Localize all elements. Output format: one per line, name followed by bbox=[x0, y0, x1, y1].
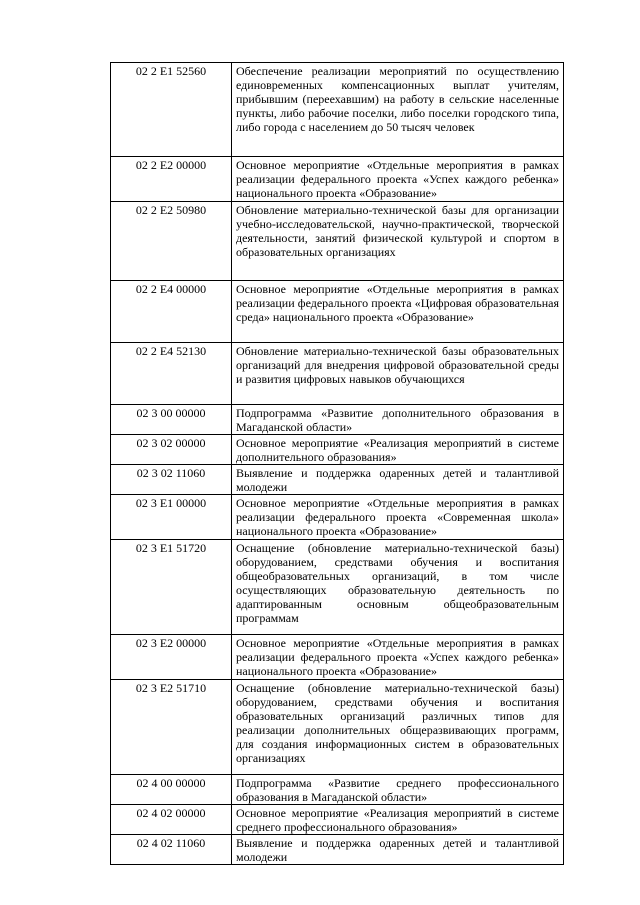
row-description: Основное мероприятие «Реализация мероприятий в системе среднего профессионального образования» bbox=[232, 805, 564, 835]
row-description: Основное мероприятие «Отдельные мероприятия в рамках реализации федерального проекта «Успех каждого ребенка» национального проекта «Образование» bbox=[232, 157, 564, 202]
table-row bbox=[111, 281, 564, 343]
row-description: Подпрограмма «Развитие среднего профессионального образования в Магаданской области» bbox=[232, 775, 564, 805]
row-code: 02 3 E2 51710 bbox=[111, 680, 232, 775]
table-row bbox=[111, 405, 564, 435]
table-row bbox=[111, 495, 564, 540]
row-description: Выявление и поддержка одаренных детей и талантливой молодежи bbox=[232, 835, 564, 865]
row-code: 02 4 02 00000 bbox=[111, 805, 232, 835]
table-row bbox=[111, 835, 564, 865]
row-description: Обновление материально-технической базы для организации учебно-исследовательской, научно-практической, творческой деятельности, занятий физической культурой и спортом в образовательных организациях bbox=[232, 202, 564, 281]
row-code: 02 3 E2 00000 bbox=[111, 635, 232, 680]
row-code: 02 3 E1 51720 bbox=[111, 540, 232, 635]
row-description: Основное мероприятие «Отдельные мероприятия в рамках реализации федерального проекта «Успех каждого ребенка» национального проекта «Образование» bbox=[232, 635, 564, 680]
table-row bbox=[111, 805, 564, 835]
row-description: Подпрограмма «Развитие дополнительного образования в Магаданской области» bbox=[232, 405, 564, 435]
row-description: Основное мероприятие «Реализация мероприятий в системе дополнительного образования» bbox=[232, 435, 564, 465]
table-row bbox=[111, 202, 564, 281]
row-code: 02 2 E4 00000 bbox=[111, 281, 232, 343]
table-row bbox=[111, 635, 564, 680]
table-row bbox=[111, 343, 564, 405]
row-code: 02 4 02 11060 bbox=[111, 835, 232, 865]
row-description: Выявление и поддержка одаренных детей и талантливой молодежи bbox=[232, 465, 564, 495]
table-row bbox=[111, 680, 564, 775]
table-row bbox=[111, 540, 564, 635]
row-code: 02 2 E2 50980 bbox=[111, 202, 232, 281]
table-row bbox=[111, 775, 564, 805]
budget-code-table bbox=[110, 62, 564, 865]
row-description: Оснащение (обновление материально-технической базы) оборудованием, средствами обучения и воспитания общеобразовательных организаций, в том числе осуществляющих образовательную деятельность по адаптированным основным общеобразовательным программам bbox=[232, 540, 564, 635]
row-description: Основное мероприятие «Отдельные мероприятия в рамках реализации федерального проекта «Современная школа» национального проекта «Образование» bbox=[232, 495, 564, 540]
row-code: 02 3 E1 00000 bbox=[111, 495, 232, 540]
row-description: Основное мероприятие «Отдельные мероприятия в рамках реализации федерального проекта «Цифровая образовательная среда» национального проекта «Образование» bbox=[232, 281, 564, 343]
table-row bbox=[111, 465, 564, 495]
row-code: 02 2 E2 00000 bbox=[111, 157, 232, 202]
row-code: 02 3 00 00000 bbox=[111, 405, 232, 435]
table-row bbox=[111, 63, 564, 157]
row-description: Обеспечение реализации мероприятий по осуществлению единовременных компенсационных выплат учителям, прибывшим (переехавшим) на работу в сельские населенные пункты, либо рабочие поселки, либо поселки городского типа, либо города с населением до 50 тысяч человек bbox=[232, 63, 564, 157]
row-code: 02 2 E1 52560 bbox=[111, 63, 232, 157]
row-description: Оснащение (обновление материально-технической базы) оборудованием, средствами обучения и воспитания образовательных организаций различных типов для реализации дополнительных общеразвивающих программ, для создания информационных систем в образовательных организациях bbox=[232, 680, 564, 775]
row-code: 02 3 02 00000 bbox=[111, 435, 232, 465]
row-description: Обновление материально-технической базы образовательных организаций для внедрения цифровой образовательной среды и развития цифровых навыков обучающихся bbox=[232, 343, 564, 405]
table-row bbox=[111, 435, 564, 465]
row-code: 02 3 02 11060 bbox=[111, 465, 232, 495]
row-code: 02 4 00 00000 bbox=[111, 775, 232, 805]
row-code: 02 2 E4 52130 bbox=[111, 343, 232, 405]
table-row bbox=[111, 157, 564, 202]
